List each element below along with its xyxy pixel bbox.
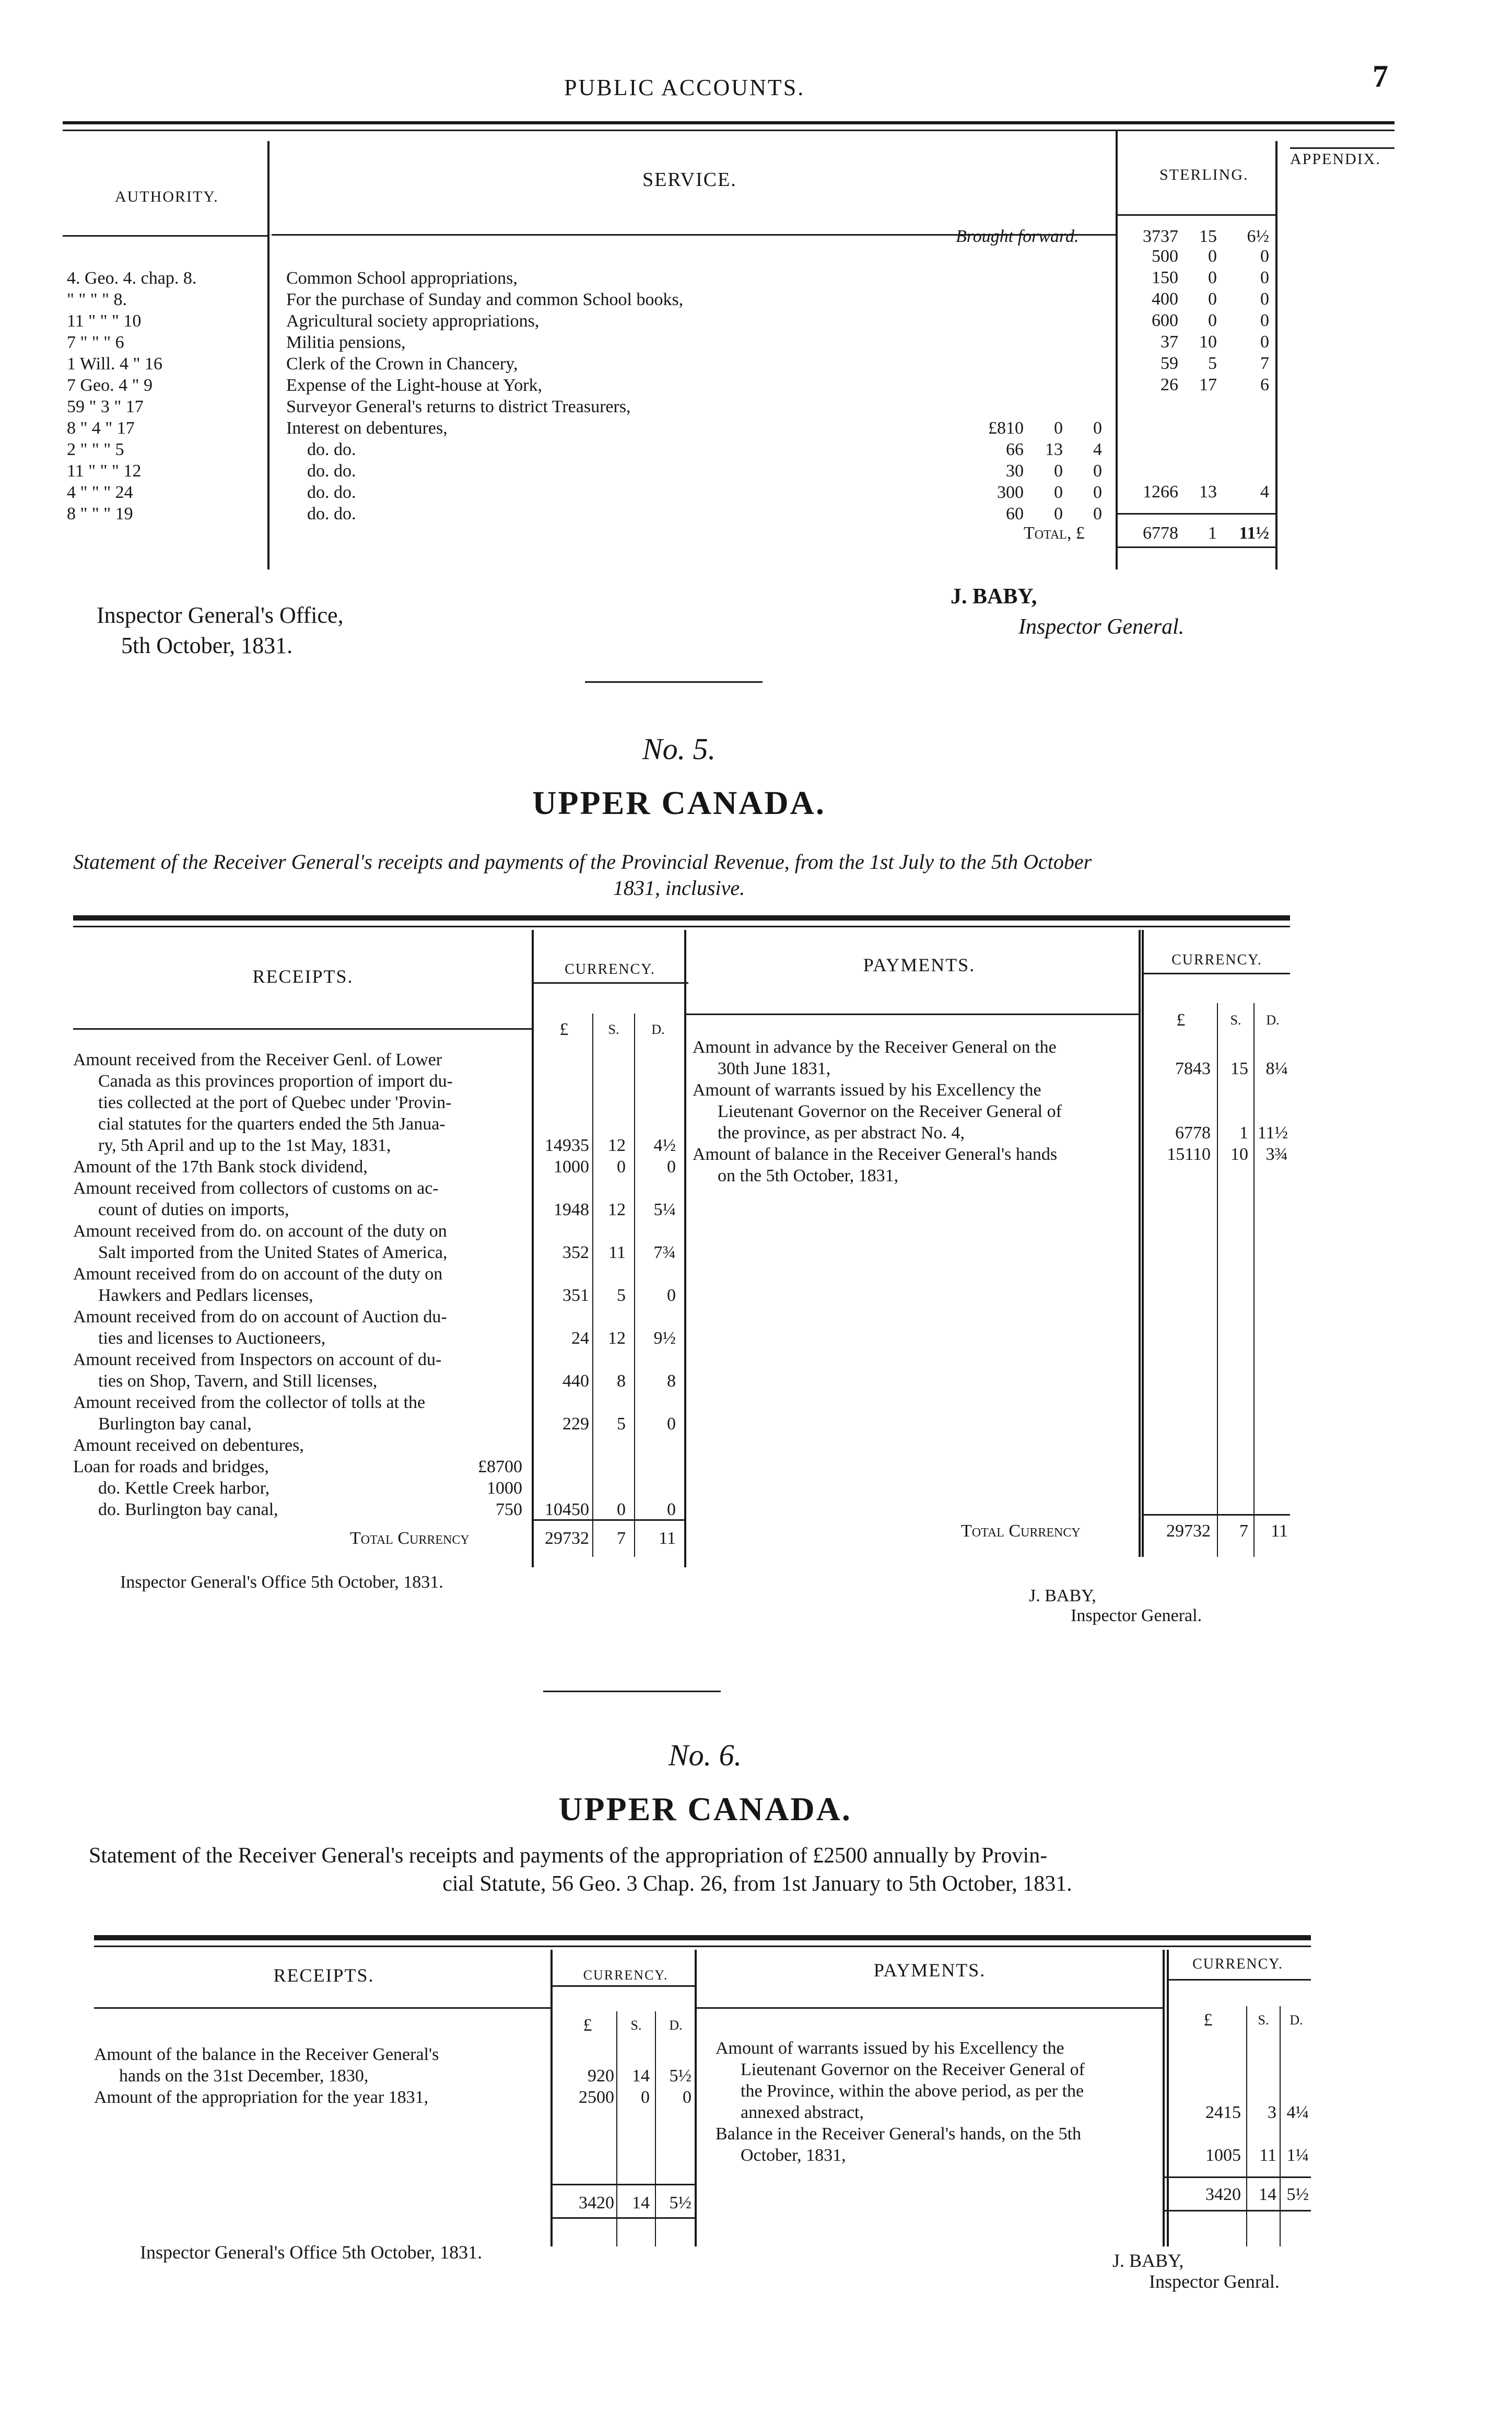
- service-cell: Militia pensions,: [286, 333, 406, 352]
- service-cell: For the purchase of Sunday and common School books,: [286, 290, 684, 309]
- statement-5-number: No. 5.: [642, 732, 716, 766]
- payments-total-shillings: 14: [1259, 2185, 1276, 2204]
- page-header-title: PUBLIC ACCOUNTS.: [564, 75, 805, 100]
- service-cell: Expense of the Light-house at York,: [286, 376, 543, 395]
- payments-total-pence: 11: [1271, 1521, 1288, 1541]
- receipts-total-shillings: 14: [632, 2193, 650, 2213]
- payments-pound-header: £: [1203, 2010, 1213, 2030]
- col-authority-header: AUTHORITY.: [115, 188, 219, 205]
- sterling-pounds-column: 500 150 400 600 37 59 26 1266: [1143, 247, 1178, 502]
- authority-cell: 59 " 3 " 17: [67, 397, 144, 416]
- statement-5-text-line1: Statement of the Receiver General's receipts and payments of the Provincial Revenue, from the 1st July to the 5th October: [73, 850, 1092, 874]
- statement-6-text-line1: Statement of the Receiver General's receipts and payments of the appropriation of £2500 annually by Provin-: [89, 1844, 1048, 1868]
- receipt-item: Amount received from the collector of tolls at the Burlington bay canal,: [73, 1393, 426, 1434]
- payments-total-shillings: 7: [1239, 1521, 1248, 1541]
- receipts-shilling-header: S.: [630, 2018, 642, 2033]
- receipts-total-pounds: 3420: [579, 2193, 614, 2213]
- loan-row: Loan for roads and bridges, £8700: [73, 1457, 522, 1476]
- loan-row: do. Burlington bay canal, 750: [98, 1500, 522, 1519]
- col-sterling-header: STERLING.: [1159, 166, 1249, 183]
- receipts-pence-header: D.: [651, 1022, 665, 1037]
- statement-5-signature-title: Inspector General.: [1071, 1606, 1202, 1625]
- sterling-shillings-column: 0 0 0 0 10 5 17 13: [1199, 247, 1217, 502]
- receipt-item: Amount received from the Receiver Genl. of Lower Canada as this provinces proportion of import du- ties collected at the port of Quebec under 'Provin- cial statutes for the quarters ended the 5th Janua- ry, 5th April and up to the 1st May, 1831,: [73, 1050, 453, 1155]
- authority-cell: 4 " " " 24: [67, 483, 133, 502]
- payments-header: PAYMENTS.: [863, 954, 976, 975]
- authority-cell: 11 " " " 10: [67, 311, 142, 331]
- loan-row: do. Kettle Creek harbor, 1000: [98, 1478, 522, 1498]
- receipts-total-pence: 5½: [669, 2193, 691, 2213]
- payments-total-pounds: 3420: [1205, 2185, 1241, 2204]
- receipt-item: Amount received from do on account of Auction du- ties and licenses to Auctioneers,: [73, 1307, 447, 1348]
- receipts-pound-header: £: [559, 1020, 569, 1039]
- statement-6-signature-name: J. BABY,: [1112, 2250, 1184, 2271]
- authority-cell: 2 " " " 5: [67, 440, 124, 459]
- brought-forward-pounds: 3737: [1143, 227, 1178, 246]
- authority-cell: 11 " " " 12: [67, 461, 142, 481]
- payments-total-pounds: 29732: [1166, 1521, 1211, 1541]
- brought-forward-pence: 6½: [1247, 227, 1269, 246]
- payment-item: Amount of balance in the Receiver General's hands on the 5th October, 1831,: [693, 1145, 1058, 1185]
- authority-column: [67, 267, 265, 525]
- office-date: 5th October, 1831.: [121, 633, 293, 658]
- office-label: Inspector General's Office,: [97, 602, 344, 628]
- receipt-item: Amount received from Inspectors on account of du- ties on Shop, Tavern, and Still licenses,: [73, 1350, 442, 1391]
- payments-shilling-header: S.: [1230, 1012, 1241, 1028]
- service-cell: do. do.: [307, 461, 356, 481]
- receipts-total-shillings: 7: [617, 1529, 626, 1548]
- authority-cell: 7 Geo. 4 " 9: [67, 376, 153, 395]
- inner-pounds-column: £810 66 30 300 60: [988, 418, 1024, 523]
- authority-cell: 1 Will. 4 " 16: [67, 354, 162, 374]
- service-cell: do. do.: [307, 483, 356, 502]
- receipt-item: Amount received from collectors of customs on ac- count of duties on imports,: [73, 1179, 439, 1219]
- statement-6-signature-title: Inspector Genral.: [1149, 2271, 1280, 2292]
- receipts-total-pounds: 29732: [545, 1529, 589, 1548]
- statement-6-heading: UPPER CANADA.: [558, 1790, 852, 1827]
- receipt-item: Amount of the 17th Bank stock dividend,: [73, 1157, 368, 1177]
- currency-header-receipts: CURRENCY.: [583, 1967, 669, 1983]
- receipts-total-label: Total Currency: [350, 1529, 470, 1548]
- service-cell: Common School appropriations,: [286, 269, 518, 288]
- payments-header: PAYMENTS.: [873, 1960, 986, 1981]
- inner-shillings-column: 0 13 0 0 0: [1045, 418, 1063, 523]
- col-service-header: SERVICE.: [642, 169, 737, 191]
- statement-5-office: Inspector General's Office 5th October, 1831.: [120, 1573, 443, 1592]
- authority-cell: 4. Geo. 4. chap. 8.: [67, 269, 197, 288]
- service-cell: Surveyor General's returns to district Treasurers,: [286, 397, 631, 416]
- payment-item: Amount in advance by the Receiver General on the 30th June 1831,: [693, 1038, 1057, 1078]
- statement-6-number: No. 6.: [668, 1738, 742, 1772]
- payment-item: Balance in the Receiver General's hands, on the 5th October, 1831,: [716, 2124, 1082, 2165]
- currency-header-payments: CURRENCY.: [1171, 952, 1262, 968]
- receipts-pence-header: D.: [669, 2018, 683, 2033]
- signature-name: J. BABY,: [951, 585, 1037, 609]
- receipts-header: RECEIPTS.: [273, 1965, 374, 1986]
- currency-header-receipts: CURRENCY.: [565, 961, 655, 977]
- brought-forward-label: Brought forward.: [956, 227, 1079, 246]
- service-cell: do. do.: [307, 504, 356, 523]
- payments-pence-header: D.: [1290, 2012, 1303, 2028]
- authority-cell: " " " " 8.: [67, 290, 127, 309]
- debentures-label: Amount received on debentures,: [73, 1436, 304, 1455]
- statement-5-heading: UPPER CANADA.: [532, 784, 826, 821]
- service-cell: Clerk of the Crown in Chancery,: [286, 354, 518, 374]
- receipt-item: Amount of the balance in the Receiver General's hands on the 31st December, 1830,: [94, 2045, 439, 2086]
- currency-header-payments: CURRENCY.: [1192, 1956, 1283, 1972]
- service-column: [286, 267, 1017, 525]
- payment-item: Amount of warrants issued by his Excellency the Lieutenant Governor on the Receiver General of the province, as per abstract No. 4,: [693, 1080, 1062, 1143]
- brought-forward-shillings: 15: [1199, 227, 1217, 246]
- authority-cell: 8 " 4 " 17: [67, 418, 135, 438]
- receipt-item: Amount received from do on account of the duty on Hawkers and Pedlars licenses,: [73, 1264, 443, 1305]
- receipts-header: RECEIPTS.: [252, 966, 354, 987]
- sterling-pence-column: 0 0 0 0 0 7 6 4: [1260, 247, 1269, 502]
- total-sterling-pence: 11½: [1239, 523, 1269, 543]
- payments-shilling-header: S.: [1258, 2012, 1269, 2028]
- payments-pound-header: £: [1176, 1010, 1186, 1030]
- statement-6-text-line2: cial Statute, 56 Geo. 3 Chap. 26, from 1st January to 5th October, 1831.: [442, 1872, 1072, 1896]
- authority-cell: 8 " " " 19: [67, 504, 133, 523]
- receipts-pound-header: £: [583, 2016, 592, 2035]
- total-sterling-pounds: 6778: [1143, 523, 1178, 543]
- payments-pence-header: D.: [1266, 1012, 1280, 1028]
- payments-total-label: Total Currency: [961, 1521, 1081, 1541]
- receipts-shilling-header: S.: [608, 1022, 619, 1037]
- payments-total-pence: 5½: [1286, 2185, 1309, 2204]
- receipt-item: Amount of the appropriation for the year 1831,: [94, 2088, 429, 2107]
- page-number: 7: [1373, 59, 1388, 94]
- total-sterling-label: Total, £: [1024, 523, 1085, 543]
- signature-title: Inspector General.: [1018, 615, 1185, 639]
- statement-5-text-line2: 1831, inclusive.: [613, 876, 745, 900]
- service-cell: Agricultural society appropriations,: [286, 311, 540, 331]
- authority-cell: 7 " " " 6: [67, 333, 124, 352]
- col-appendix-header: APPENDIX.: [1290, 150, 1381, 168]
- service-cell: do. do.: [307, 440, 356, 459]
- receipt-item: Amount received from do. on account of the duty on Salt imported from the United States of America,: [73, 1221, 448, 1262]
- receipts-total-pence: 11: [659, 1529, 676, 1548]
- statement-6-office: Inspector General's Office 5th October, 1831.: [140, 2242, 483, 2263]
- inner-pence-column: 0 4 0 0 0: [1093, 418, 1102, 523]
- payment-item: Amount of warrants issued by his Excellency the Lieutenant Governor on the Receiver General of the Province, within the above period, as per the annexed abstract,: [716, 2039, 1085, 2122]
- service-cell: Interest on debentures,: [286, 418, 448, 438]
- total-sterling-shillings: 1: [1208, 523, 1217, 543]
- statement-5-signature-name: J. BABY,: [1029, 1586, 1096, 1605]
